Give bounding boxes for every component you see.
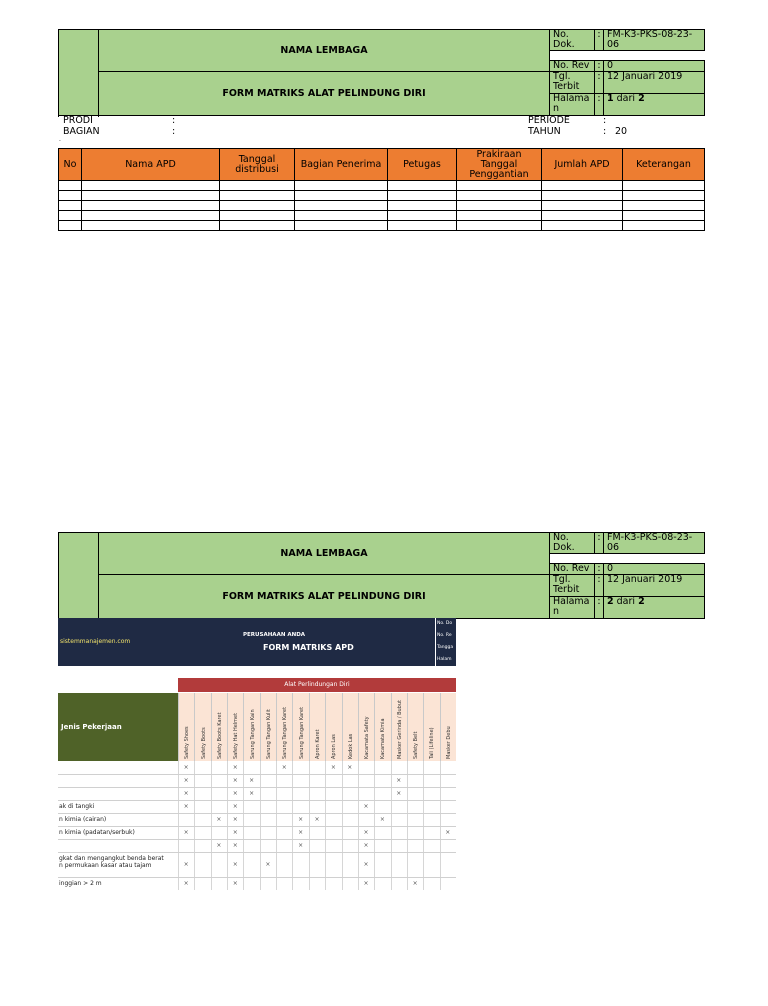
table-cell[interactable] [59, 201, 82, 211]
job-label: ak di tangki [59, 803, 95, 810]
matrix-mark: × [330, 763, 336, 771]
matrix-meta: No. Do No. Re Tangga Halam [435, 618, 456, 666]
matrix-row [58, 774, 456, 788]
table-cell[interactable] [457, 201, 542, 211]
logo-cell [59, 30, 99, 116]
matrix-row [58, 800, 456, 814]
matrix-mark: × [298, 828, 304, 836]
meta-value: 12 Januari 2019 [604, 575, 705, 597]
matrix-row [58, 813, 456, 827]
matrix-mark: × [396, 776, 402, 784]
table-row [59, 181, 705, 191]
page-indicator: 1 dari 2 [604, 94, 705, 116]
matrix-row [58, 839, 456, 853]
apd-matrix-image [58, 618, 456, 890]
logo-cell [59, 533, 99, 619]
matrix-mark: × [379, 815, 385, 823]
table-cell[interactable] [388, 221, 457, 231]
apd-column-header: Masker Gerinda / Bubut [391, 693, 408, 761]
table-cell[interactable] [295, 181, 388, 191]
meta-value: 0 [604, 564, 705, 575]
meta-label: Tgl. Terbit [550, 575, 595, 597]
matrix-mark: × [249, 789, 255, 797]
table-cell[interactable] [220, 221, 295, 231]
table-row [59, 201, 705, 211]
table-cell[interactable] [59, 181, 82, 191]
col-header: Nama APD [82, 149, 220, 181]
matrix-mark: × [347, 763, 353, 771]
institution-name: NAMA LEMBAGA [99, 30, 550, 72]
table-cell[interactable] [220, 211, 295, 221]
apd-column-header: Kacamata Safety [358, 693, 375, 761]
job-label: gkat dan mengangkut benda berat n permukaan kasar atau tajam [59, 855, 164, 869]
matrix-mark: × [183, 776, 189, 784]
table-cell[interactable] [623, 201, 705, 211]
apd-group-header: Alat Perlindungan Diri [178, 678, 456, 692]
matrix-mark: × [232, 815, 238, 823]
form-title: FORM MATRIKS ALAT PELINDUNG DIRI [99, 575, 550, 619]
matrix-mark: × [216, 815, 222, 823]
matrix-mark: × [183, 860, 189, 868]
matrix-mark: × [298, 815, 304, 823]
table-cell[interactable] [220, 201, 295, 211]
table-cell[interactable] [295, 221, 388, 231]
apd-column-header: Masker Debu [440, 693, 456, 761]
apd-column-header: Safety Boots [194, 693, 211, 761]
meta-value: 12 Januari 2019 [604, 72, 705, 94]
meta-label: No. Rev [550, 61, 595, 72]
job-label: inggian > 2 m [59, 880, 102, 887]
matrix-mark: × [232, 828, 238, 836]
page-indicator: 2 dari 2 [604, 597, 705, 619]
meta-label: No. Dok. [550, 30, 595, 51]
periode-label: PERIODE [528, 115, 570, 126]
table-cell[interactable] [542, 221, 623, 231]
col-header: Prakiraan Tanggal Penggantian [457, 149, 542, 181]
matrix-row [58, 826, 456, 840]
table-row [59, 221, 705, 231]
meta-label: Halama n [550, 94, 595, 116]
matrix-mark: × [232, 763, 238, 771]
matrix-row [58, 787, 456, 801]
table-cell[interactable] [623, 191, 705, 201]
table-cell[interactable] [220, 181, 295, 191]
page1-header: NAMA LEMBAGA No. Dok. : FM-K3-PKS-08-23-06 No. Rev : 0 FORM MATRIKS ALAT PELINDUNG DIRI Tgl. Terbit : 12 Januari 2019 Halama n : 1 dari 2 [58, 29, 705, 116]
matrix-mark: × [363, 828, 369, 836]
matrix-mark: × [298, 841, 304, 849]
col-header: Bagian Penerima [295, 149, 388, 181]
apd-column-header: Apron Las [325, 693, 342, 761]
matrix-title: FORM MATRIKS APD [263, 643, 354, 652]
matrix-mark: × [314, 815, 320, 823]
matrix-mark: × [183, 763, 189, 771]
col-header: Petugas [388, 149, 457, 181]
form-title: FORM MATRIKS ALAT PELINDUNG DIRI [99, 72, 550, 116]
table-cell[interactable] [457, 221, 542, 231]
matrix-row [58, 877, 456, 890]
table-cell[interactable] [82, 181, 220, 191]
matrix-mark: × [232, 776, 238, 784]
apd-column-header: Tali (Lifeline) [423, 693, 440, 761]
table-cell[interactable] [542, 201, 623, 211]
table-cell[interactable] [388, 211, 457, 221]
matrix-mark: × [183, 828, 189, 836]
meta-value: 0 [604, 61, 705, 72]
apd-column-header: Sarung Tangan Kain [243, 693, 260, 761]
matrix-mark: × [232, 860, 238, 868]
apd-column-header: Safety Belt [407, 693, 424, 761]
table-row [59, 211, 705, 221]
job-label: n kimia (cairan) [59, 816, 107, 823]
bagian-label: BAGIAN [63, 126, 100, 137]
table-cell[interactable] [388, 201, 457, 211]
matrix-mark: × [232, 789, 238, 797]
col-header: Jumlah APD [542, 149, 623, 181]
table-cell[interactable] [59, 191, 82, 201]
matrix-mark: × [249, 776, 255, 784]
apd-distribution-table [58, 148, 705, 231]
table-cell[interactable] [542, 211, 623, 221]
col-header: Tanggal distribusi [220, 149, 295, 181]
table-cell[interactable] [457, 181, 542, 191]
apd-column-header: Sarung Tangan Karet [276, 693, 293, 761]
matrix-mark: × [183, 789, 189, 797]
matrix-mark: × [232, 802, 238, 810]
site-url: sistemmanajemen.com [60, 638, 131, 645]
table-cell[interactable] [623, 221, 705, 231]
matrix-mark: × [183, 879, 189, 887]
matrix-mark: × [445, 828, 451, 836]
table-cell[interactable] [82, 201, 220, 211]
prodi-label: PRODI [63, 115, 93, 126]
matrix-mark: × [363, 879, 369, 887]
table-cell[interactable] [542, 181, 623, 191]
matrix-row [58, 761, 456, 775]
table-cell[interactable] [542, 191, 623, 201]
table-cell[interactable] [295, 191, 388, 201]
matrix-mark: × [265, 860, 271, 868]
meta-value: FM-K3-PKS-08-23-06 [604, 533, 705, 554]
col-header: No [59, 149, 82, 181]
tahun-label: TAHUN [528, 126, 561, 137]
matrix-mark: × [183, 802, 189, 810]
apd-column-header: Safety Hat Helmet [227, 693, 244, 761]
matrix-mark: × [363, 841, 369, 849]
matrix-row [58, 852, 456, 878]
apd-column-header: Kacamata Kimia [374, 693, 391, 761]
matrix-mark: × [232, 841, 238, 849]
table-cell[interactable] [388, 181, 457, 191]
apd-column-header: Safety Boots Karet [211, 693, 228, 761]
matrix-mark: × [412, 879, 418, 887]
table-cell[interactable] [59, 211, 82, 221]
company-name: PERUSAHAAN ANDA [243, 632, 306, 638]
matrix-mark: × [232, 879, 238, 887]
matrix-mark: × [216, 841, 222, 849]
table-cell[interactable] [457, 191, 542, 201]
table-cell[interactable] [295, 211, 388, 221]
meta-label: Tgl. Terbit [550, 72, 595, 94]
table-cell[interactable] [295, 201, 388, 211]
job-label: n kimia (padatan/serbuk) [59, 829, 135, 836]
table-cell[interactable] [82, 191, 220, 201]
apd-column-header: Safety Shoes [178, 693, 195, 761]
col-header: Keterangan [623, 149, 705, 181]
table-cell[interactable] [82, 211, 220, 221]
apd-column-header: Sarung Tangan Karet [292, 693, 309, 761]
table-cell[interactable] [623, 211, 705, 221]
jenis-pekerjaan-header: Jenis Pekerjaan [58, 693, 178, 761]
meta-value: FM-K3-PKS-08-23-06 [604, 30, 705, 51]
matrix-mark: × [363, 860, 369, 868]
apd-column-header: Kedok Las [342, 693, 359, 761]
matrix-mark: × [396, 789, 402, 797]
apd-column-header: Sarung Tangan Kulit [260, 693, 277, 761]
tahun-value: 20 [615, 126, 628, 137]
table-cell[interactable] [457, 211, 542, 221]
apd-column-header: Apron Karet [309, 693, 326, 761]
matrix-mark: × [363, 802, 369, 810]
page2-header: NAMA LEMBAGA No. Dok. : FM-K3-PKS-08-23-06 No. Rev : 0 FORM MATRIKS ALAT PELINDUNG DIRI Tgl. Terbit : 12 Januari 2019 Halama n : 2 dari 2 [58, 532, 705, 619]
institution-name: NAMA LEMBAGA [99, 533, 550, 575]
matrix-mark: × [281, 763, 287, 771]
table-cell[interactable] [623, 181, 705, 191]
table-cell[interactable] [220, 191, 295, 201]
meta-label: Halama n [550, 597, 595, 619]
table-cell[interactable] [59, 221, 82, 231]
table-cell[interactable] [388, 191, 457, 201]
meta-label: No. Rev [550, 564, 595, 575]
table-row [59, 191, 705, 201]
meta-label: No. Dok. [550, 533, 595, 554]
table-cell[interactable] [82, 221, 220, 231]
